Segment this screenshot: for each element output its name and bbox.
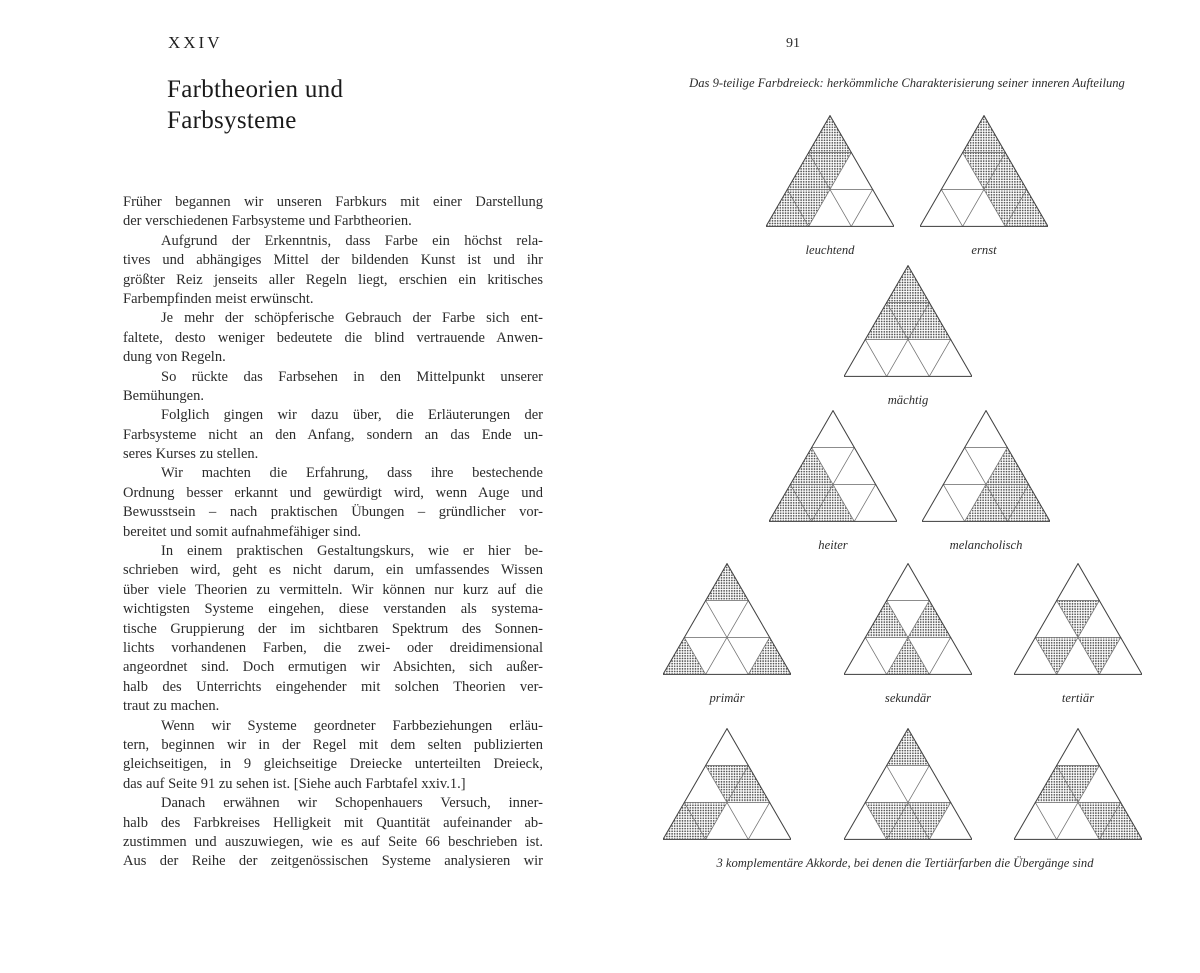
- text-line: Bewusstsein – nach praktischen Übungen – gründlicher vor-: [123, 504, 543, 521]
- diagram-label: ernst: [971, 243, 997, 257]
- diagram-label: leuchtend: [805, 243, 855, 257]
- triangle-diagram-ernst: [920, 115, 1048, 227]
- text-line: das auf Seite 91 zu sehen ist. [Siehe auch Farbtafel xxiv.1.]: [123, 775, 466, 792]
- figure-caption-top: Das 9-teilige Farbdreieck: herkömmliche Charakterisierung seiner inneren Aufteilung: [689, 76, 1125, 90]
- text-line: dung von Regeln.: [123, 349, 226, 366]
- text-line: Früher begannen wir unseren Farbkurs mit einer Darstellung: [123, 194, 543, 210]
- triangle-diagram-mächtig: [844, 265, 972, 377]
- text-line: seres Kurses zu stellen.: [123, 446, 259, 463]
- diagram-label: primär: [709, 691, 745, 705]
- text-line: Wir machten die Erfahrung, dass ihre bestechende: [161, 465, 543, 482]
- triangle-diagram-akkord-1: [663, 728, 791, 840]
- text-line: So rückte das Farbsehen in den Mittelpunkt unserer: [161, 368, 543, 385]
- text-line: gleichseitigen, in 9 gleichseitige Dreiecke unterteilten Dreieck,: [123, 756, 543, 773]
- text-line: größter Reiz jenseits aller Regeln liegt, erschien ein kritisches: [123, 271, 543, 288]
- text-line: wichtigsten Systeme eingehen, diese verstanden als systema-: [123, 601, 543, 618]
- text-line: Bemühungen.: [123, 387, 204, 404]
- text-line: halb des Unterrichts eingehender mit solchen Theorien ver-: [123, 678, 543, 695]
- text-line: Je mehr der schöpferische Gebrauch der Farbe sich ent-: [161, 310, 543, 327]
- text-line: Wenn wir Systeme geordneter Farbbeziehungen erläu-: [161, 717, 543, 734]
- text-line: traut zu machen.: [123, 698, 220, 715]
- text-line: Danach erwähnen wir Schopenhauers Versuch, inner-: [161, 795, 543, 812]
- text-line: Aufgrund der Erkenntnis, dass Farbe ein höchst rela-: [161, 232, 543, 249]
- chapter-title-line: Farbtheorien und: [167, 76, 344, 103]
- chapter-title-line: Farbsysteme: [167, 107, 297, 134]
- text-line: der verschiedenen Farbsysteme und Farbtheorien.: [123, 213, 412, 230]
- text-line: lichts vorhandenen Farben, die zwei- oder dreidimensional: [123, 639, 543, 656]
- triangle-diagram-leuchtend: [766, 115, 894, 227]
- diagram-label: melancholisch: [949, 538, 1023, 552]
- text-line: zustimmen und auszuwiegen, wie es auf Seite 66 beschrieben ist.: [123, 833, 543, 850]
- text-line: Aus der Reihe der zeitgenössischen Systeme analysieren wir: [123, 853, 543, 870]
- triangle-diagram-heiter: [769, 410, 897, 522]
- diagram-label: mächtig: [887, 393, 929, 407]
- text-line: angeordnet sind. Doch ermutigen wir Absichten, sich außer-: [123, 659, 543, 676]
- text-line: halb des Farbkreises Helligkeit mit Quantität aufeinander ab-: [123, 814, 543, 831]
- figure-caption-bottom: 3 komplementäre Akkorde, bei denen die Tertiärfarben die Übergänge sind: [716, 856, 1094, 870]
- text-line: Farbempfinden meist erwünscht.: [123, 290, 314, 307]
- text-line: bereitet und somit aufnahmefähiger sind.: [123, 523, 361, 540]
- text-line: über viele Theorien zu vermitteln. Wir können nur kurz auf die: [123, 581, 543, 598]
- triangle-diagram-akkord-2: [844, 728, 972, 840]
- page-number: 91: [786, 36, 800, 51]
- text-line: Folglich gingen wir dazu über, die Erläuterungen der: [161, 407, 543, 424]
- text-line: Farbsysteme nicht an den Anfang, sondern an das Ende un-: [123, 426, 543, 443]
- text-line: tern, beginnen wir in der Regel mit dem selten publizierten: [123, 736, 543, 753]
- triangle-diagram-sekundär: [844, 563, 972, 675]
- triangle-diagram-primär: [663, 563, 791, 675]
- text-line: tische Gruppierung der im sichtbaren Spektrum des Sonnen-: [123, 620, 543, 637]
- text-line: tives und abhängiges Mittel der bildenden Kunst ist und ihr: [123, 252, 543, 269]
- diagram-label: sekundär: [884, 691, 932, 705]
- diagram-label: heiter: [818, 538, 848, 552]
- text-line: faltete, desto weniger bedeutete die blind vertrauende Anwen-: [123, 329, 543, 346]
- text-line: Ordnung besser erkannt und gewürdigt wird, wenn Auge und: [123, 484, 543, 501]
- triangle-diagram-melancholisch: [922, 410, 1050, 522]
- text-line: In einem praktischen Gestaltungskurs, wie er hier be-: [161, 543, 543, 560]
- chapter-number: XXIV: [168, 33, 223, 52]
- diagram-label: tertiär: [1061, 691, 1095, 705]
- text-line: schrieben wird, geht es nicht darum, ein umfassendes Wissen: [123, 562, 543, 579]
- triangle-diagram-tertiär: [1014, 563, 1142, 675]
- triangle-diagram-akkord-3: [1014, 728, 1142, 840]
